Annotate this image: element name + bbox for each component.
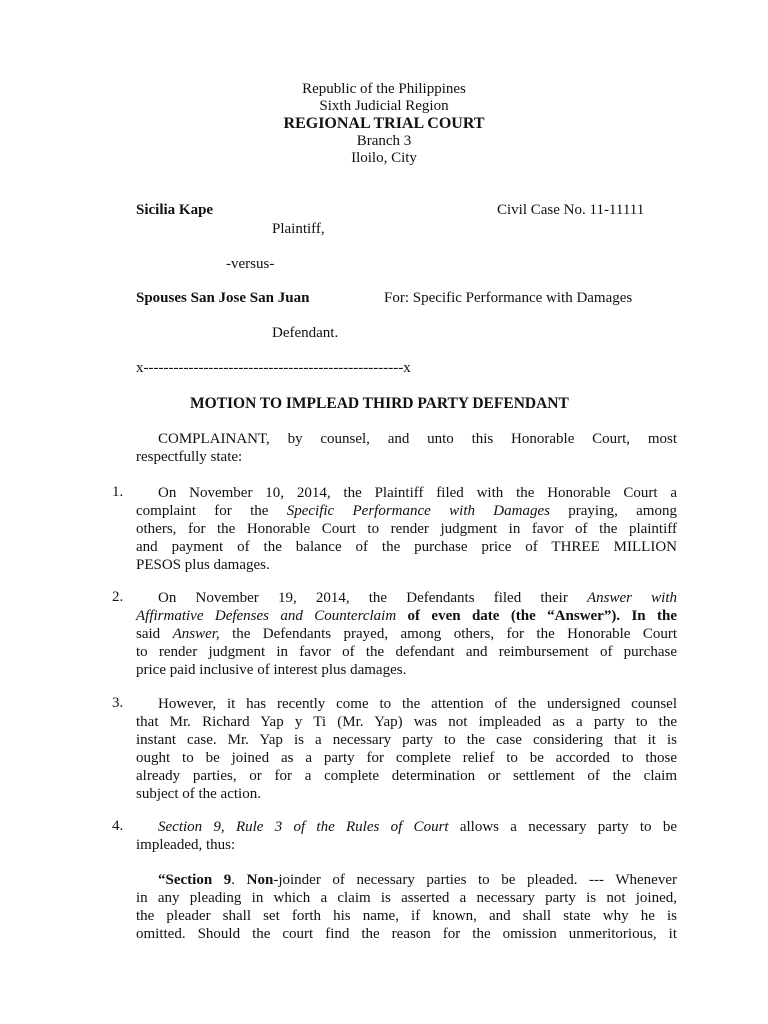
- paragraph-2-number: 2.: [112, 589, 124, 605]
- header-branch: Branch 3: [356, 133, 412, 149]
- plaintiff-name: Sicilia Kape: [136, 202, 214, 218]
- header-court: REGIONAL TRIAL COURT: [283, 115, 485, 132]
- header-republic: Republic of the Philippines: [302, 81, 466, 97]
- intro-paragraph: COMPLAINANT, by counsel, and unto this Honorable Court, most respectfully state:: [136, 431, 677, 465]
- defendant-name: Spouses San Jose San Juan: [136, 290, 310, 306]
- defendant-label: Defendant.: [272, 325, 339, 341]
- header-city: Iloilo, City: [351, 150, 417, 166]
- versus-label: -versus-: [226, 256, 275, 272]
- paragraph-2: On November 19, 2014, the Defendants filed their Answer with Affirmative Defenses and Counterclaim of even date (the “Answer”). In the said Answer, the Defendants prayed, among others, for the Honorable Court to render judgment in favor of the defendant and reimbursement of purchase price paid inclusive of interest plus damages.: [136, 590, 678, 678]
- plaintiff-label: Plaintiff,: [272, 221, 325, 237]
- paragraph-1: On November 10, 2014, the Plaintiff filed with the Honorable Court a complaint for the Specific Performance with Damages praying, among others, for the Honorable Court to render judgment in favor of the plaintiff and payment of the balance of the purchase price of THREE MILLION PESOS plus damages.: [136, 485, 677, 573]
- paragraph-3: However, it has recently come to the attention of the undersigned counsel that Mr. Richard Yap y Ti (Mr. Yap) was not impleaded as a party to the instant case. Mr. Yap is a necessary party to the case considering that it is ought to be joined as a party for complete relief to be accorded to those already parties, or for a complete determination or settlement of the claim subject of the action.: [136, 696, 677, 802]
- rule-quotation: “Section 9. Non-joinder of necessary parties to be pleaded. --- Whenever in any pleading in which a claim is asserted a necessary party is not joined, the pleader shall set forth his name, if known, and shall state why he is omitted. Should the court find the reason for the omission unmeritorious, it: [136, 872, 677, 942]
- case-number: Civil Case No. 11-11111: [497, 202, 645, 218]
- paragraph-4-number: 4.: [112, 818, 124, 834]
- caption-separator: x----------------------------------------------------x: [136, 360, 411, 376]
- case-nature: For: Specific Performance with Damages: [384, 290, 633, 306]
- motion-title: MOTION TO IMPLEAD THIRD PARTY DEFENDANT: [190, 395, 569, 412]
- paragraph-1-number: 1.: [112, 484, 124, 500]
- header-region: Sixth Judicial Region: [319, 98, 449, 114]
- paragraph-3-number: 3.: [112, 695, 124, 711]
- paragraph-4: Section 9, Rule 3 of the Rules of Court allows a necessary party to be impleaded, thus:: [136, 819, 677, 853]
